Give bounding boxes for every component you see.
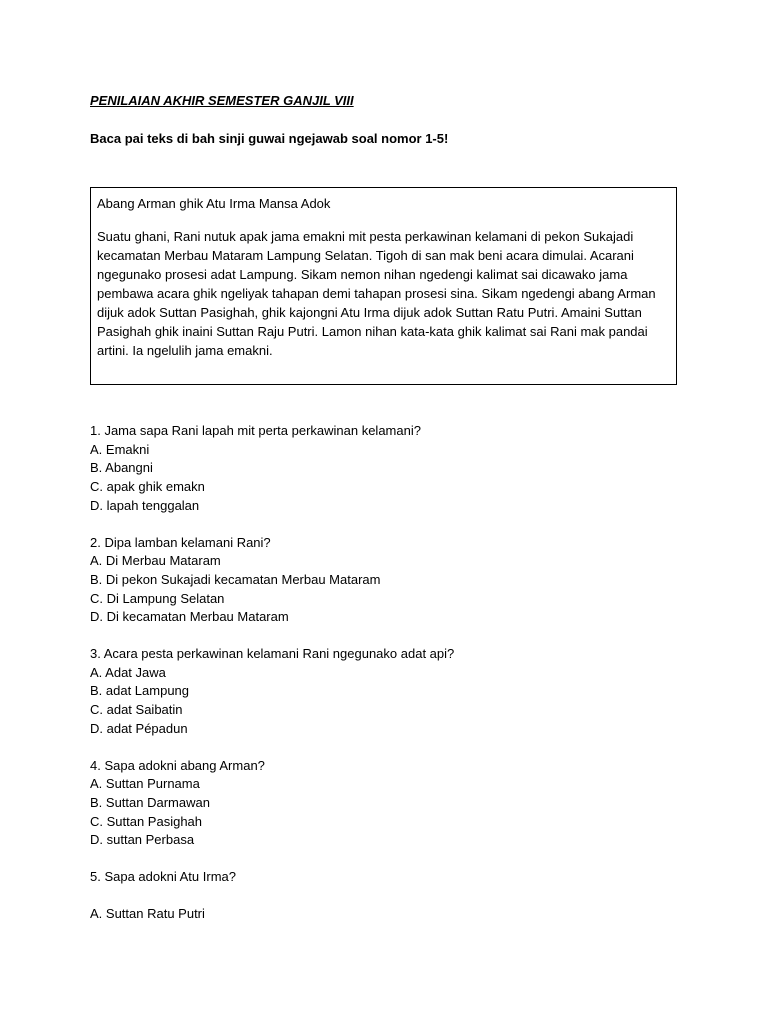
document-title: PENILAIAN AKHIR SEMESTER GANJIL VIII (90, 93, 354, 108)
question-3 (90, 645, 690, 739)
answer-option: D. suttan Perbasa (90, 832, 195, 848)
question-1 (90, 422, 690, 516)
answer-option: C. adat Saibatin (90, 702, 183, 718)
question-2 (90, 534, 690, 628)
answer-option: B. Di pekon Sukajadi kecamatan Merbau Mataram (90, 571, 381, 587)
question-5 (90, 868, 690, 924)
reading-body: Suatu ghani, Rani nutuk apak jama emakni mit pesta perkawinan kelamani di pekon Sukajadi kecamatan Merbau Mataram Lampung Selatan. Tigoh di san mak beni acara dimulai. Acarani ngegunako prosesi adat Lampung. Sikam nemon nihan ngedengi kalimat sai dicawako jama pembawa acara ghik ngeliyak tahapan demi tahapan prosesi sina. Sikam ngedengi abang Arman dijuk adok Suttan Pasighah, ghik kajongni Atu Irma dijuk adok Suttan Ratu Putri. Amaini Suttan Pasighah ghik inaini Suttan Raju Putri. Lamon nihan kata-kata ghik kalimat sai Rani mak pandai artini. Ia ngelulih jama emakni. (97, 229, 656, 358)
answer-option: A. Adat Jawa (90, 664, 166, 680)
answer-option: A. Di Merbau Mataram (90, 553, 221, 569)
answer-option: B. adat Lampung (90, 683, 190, 699)
question-text: 5. Sapa adokni Atu Irma? (90, 869, 236, 885)
answer-option: B. Abangni (90, 460, 153, 476)
answer-option: A. Suttan Purnama (90, 776, 200, 792)
question-4 (90, 757, 690, 851)
answer-option: C. Suttan Pasighah (90, 813, 203, 829)
reading-passage-box (90, 187, 677, 385)
answer-option: C. apak ghik emakn (90, 479, 205, 495)
answer-option: C. Di Lampung Selatan (90, 590, 225, 606)
answer-option: D. lapah tenggalan (90, 497, 200, 513)
question-text: 4. Sapa adokni abang Arman? (90, 757, 265, 773)
question-text: 1. Jama sapa Rani lapah mit perta perkawinan kelamani? (90, 423, 421, 438)
answer-option: D. adat Pépadun (90, 720, 188, 736)
answer-option: B. Suttan Darmawan (90, 794, 210, 810)
question-text: 2. Dipa lamban kelamani Rani? (90, 534, 271, 550)
question-text: 3. Acara pesta perkawinan kelamani Rani ngegunako adat api? (90, 646, 455, 662)
answer-option: A. Suttan Ratu Putri (90, 906, 205, 922)
answer-option: D. Di kecamatan Merbau Mataram (90, 609, 289, 625)
spacer (90, 887, 690, 906)
answer-option: A. Emakni (90, 441, 150, 457)
reading-title: Abang Arman ghik Atu Irma Mansa Adok (97, 196, 331, 211)
question-list (90, 422, 690, 942)
document-instruction: Baca pai teks di bah sinji guwai ngejawab soal nomor 1-5! (90, 131, 449, 146)
